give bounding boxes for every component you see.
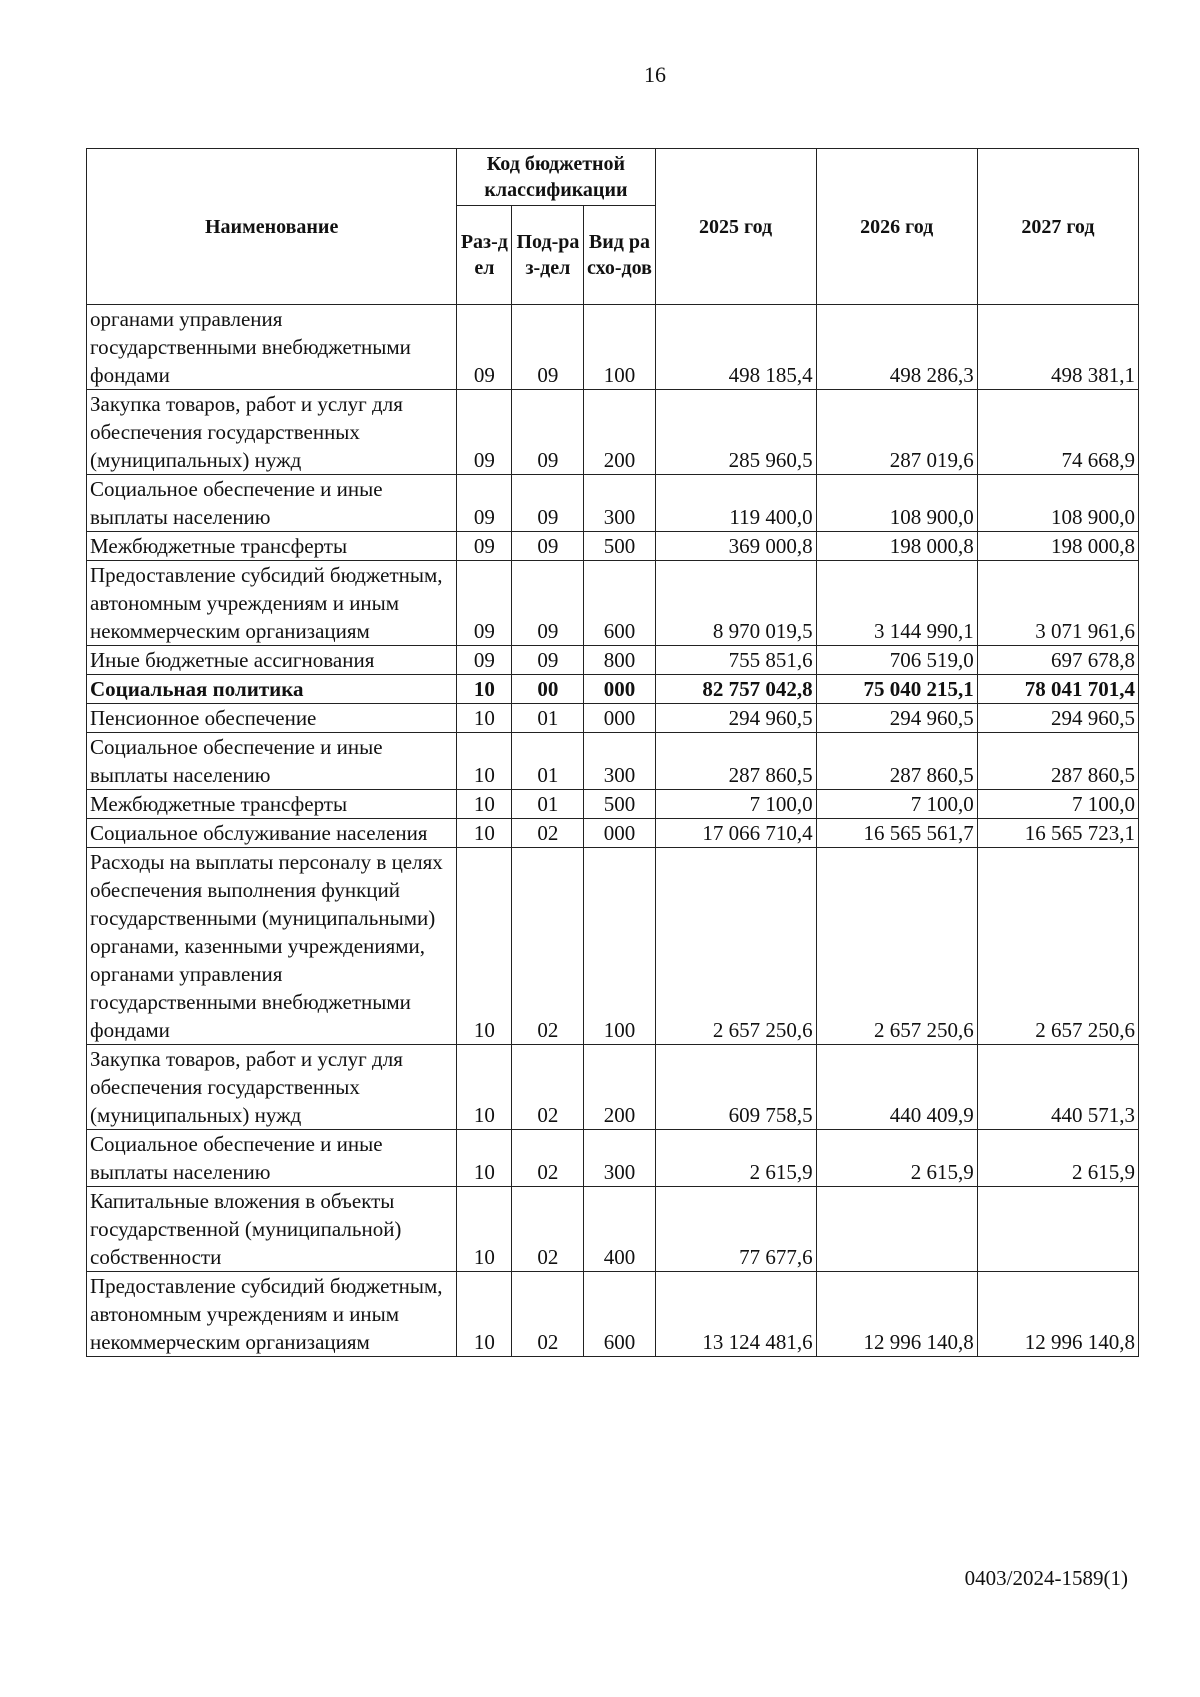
row-value-2026: 287 860,5 [816, 733, 977, 790]
row-vid: 300 [584, 1130, 655, 1187]
row-value-2027: 2 657 250,6 [977, 848, 1138, 1045]
row-vid: 500 [584, 532, 655, 561]
row-value-2026: 2 615,9 [816, 1130, 977, 1187]
row-name: Расходы на выплаты персоналу в целях обеспечения выполнения функций государственными (муниципальными) органами, казенными учреждениями, органами управления государственными внебюджетными фондами [87, 848, 457, 1045]
table-row [87, 1272, 1139, 1357]
table-row [87, 1130, 1139, 1187]
row-vid: 000 [584, 675, 655, 704]
row-podrazdel: 00 [512, 675, 584, 704]
row-podrazdel: 01 [512, 790, 584, 819]
row-name: Закупка товаров, работ и услуг для обеспечения государственных (муниципальных) нужд [87, 390, 457, 475]
row-vid: 000 [584, 819, 655, 848]
row-value-2025: 119 400,0 [655, 475, 816, 532]
row-value-2027: 78 041 701,4 [977, 675, 1138, 704]
header-code-group: Код бюджетной классификации [457, 149, 655, 206]
header-2026: 2026 год [816, 149, 977, 305]
row-value-2027: 697 678,8 [977, 646, 1138, 675]
row-podrazdel: 02 [512, 1130, 584, 1187]
table-row [87, 532, 1139, 561]
table-row [87, 305, 1139, 390]
row-podrazdel: 09 [512, 475, 584, 532]
page-number: 16 [644, 62, 666, 87]
row-name: Социальное обслуживание населения [87, 819, 457, 848]
row-name: органами управления государственными внебюджетными фондами [87, 305, 457, 390]
row-vid: 800 [584, 646, 655, 675]
table-header [87, 149, 1139, 305]
table-row [87, 1187, 1139, 1272]
row-vid: 300 [584, 475, 655, 532]
row-value-2025: 287 860,5 [655, 733, 816, 790]
row-razdel: 10 [457, 704, 512, 733]
row-name: Иные бюджетные ассигнования [87, 646, 457, 675]
row-value-2026: 75 040 215,1 [816, 675, 977, 704]
row-razdel: 10 [457, 1187, 512, 1272]
row-podrazdel: 02 [512, 819, 584, 848]
row-value-2025: 755 851,6 [655, 646, 816, 675]
row-vid: 200 [584, 1045, 655, 1130]
row-value-2026: 12 996 140,8 [816, 1272, 977, 1357]
row-value-2026 [816, 1187, 977, 1272]
row-podrazdel: 02 [512, 1272, 584, 1357]
table-row [87, 848, 1139, 1045]
row-value-2025: 8 970 019,5 [655, 561, 816, 646]
row-name: Социальное обеспечение и иные выплаты населению [87, 733, 457, 790]
row-podrazdel: 09 [512, 561, 584, 646]
table-row [87, 704, 1139, 733]
row-vid: 500 [584, 790, 655, 819]
table-row [87, 475, 1139, 532]
row-vid: 600 [584, 1272, 655, 1357]
document-code: 0403/2024-1589(1) [964, 1566, 1128, 1590]
row-value-2025: 285 960,5 [655, 390, 816, 475]
row-name: Межбюджетные трансферты [87, 532, 457, 561]
row-value-2027: 12 996 140,8 [977, 1272, 1138, 1357]
row-vid: 300 [584, 733, 655, 790]
row-value-2027: 498 381,1 [977, 305, 1138, 390]
header-name: Наименование [87, 149, 457, 305]
row-razdel: 09 [457, 475, 512, 532]
row-value-2027: 16 565 723,1 [977, 819, 1138, 848]
row-value-2025: 17 066 710,4 [655, 819, 816, 848]
row-value-2025: 369 000,8 [655, 532, 816, 561]
row-value-2027: 2 615,9 [977, 1130, 1138, 1187]
table-row [87, 561, 1139, 646]
row-value-2027: 3 071 961,6 [977, 561, 1138, 646]
row-podrazdel: 02 [512, 1045, 584, 1130]
row-razdel: 09 [457, 646, 512, 675]
row-podrazdel: 09 [512, 532, 584, 561]
row-razdel: 09 [457, 532, 512, 561]
table-row [87, 646, 1139, 675]
budget-table [86, 148, 1139, 1357]
row-value-2027: 294 960,5 [977, 704, 1138, 733]
row-razdel: 10 [457, 1130, 512, 1187]
header-vid: Вид расхо-дов [584, 206, 655, 305]
row-podrazdel: 01 [512, 704, 584, 733]
row-value-2027: 7 100,0 [977, 790, 1138, 819]
row-razdel: 10 [457, 790, 512, 819]
table-row [87, 790, 1139, 819]
row-value-2026: 294 960,5 [816, 704, 977, 733]
header-podrazdel: Под-раз-дел [512, 206, 584, 305]
row-podrazdel: 01 [512, 733, 584, 790]
row-name: Социальное обеспечение и иные выплаты населению [87, 475, 457, 532]
row-value-2025: 77 677,6 [655, 1187, 816, 1272]
row-podrazdel: 02 [512, 1187, 584, 1272]
row-value-2027: 74 668,9 [977, 390, 1138, 475]
row-value-2026: 2 657 250,6 [816, 848, 977, 1045]
row-name: Капитальные вложения в объекты государственной (муниципальной) собственности [87, 1187, 457, 1272]
table-row [87, 819, 1139, 848]
header-2025: 2025 год [655, 149, 816, 305]
table-row [87, 675, 1139, 704]
row-razdel: 10 [457, 1272, 512, 1357]
row-value-2026: 7 100,0 [816, 790, 977, 819]
row-razdel: 10 [457, 1045, 512, 1130]
row-vid: 100 [584, 848, 655, 1045]
row-value-2025: 2 657 250,6 [655, 848, 816, 1045]
row-podrazdel: 09 [512, 390, 584, 475]
row-vid: 100 [584, 305, 655, 390]
row-name: Межбюджетные трансферты [87, 790, 457, 819]
row-value-2026: 108 900,0 [816, 475, 977, 532]
row-razdel: 10 [457, 848, 512, 1045]
row-name: Предоставление субсидий бюджетным, автономным учреждениям и иным некоммерческим организациям [87, 1272, 457, 1357]
row-value-2026: 440 409,9 [816, 1045, 977, 1130]
header-razdel: Раз-дел [457, 206, 512, 305]
row-vid: 200 [584, 390, 655, 475]
row-value-2027: 108 900,0 [977, 475, 1138, 532]
row-value-2027: 440 571,3 [977, 1045, 1138, 1130]
row-razdel: 09 [457, 390, 512, 475]
row-name: Закупка товаров, работ и услуг для обеспечения государственных (муниципальных) нужд [87, 1045, 457, 1130]
row-value-2026: 3 144 990,1 [816, 561, 977, 646]
header-2027: 2027 год [977, 149, 1138, 305]
row-value-2027: 287 860,5 [977, 733, 1138, 790]
table-body [87, 305, 1139, 1357]
row-value-2027 [977, 1187, 1138, 1272]
table-row [87, 390, 1139, 475]
row-value-2025: 2 615,9 [655, 1130, 816, 1187]
table-row [87, 733, 1139, 790]
row-name: Социальное обеспечение и иные выплаты населению [87, 1130, 457, 1187]
row-value-2027: 198 000,8 [977, 532, 1138, 561]
row-value-2026: 706 519,0 [816, 646, 977, 675]
row-vid: 400 [584, 1187, 655, 1272]
row-value-2025: 13 124 481,6 [655, 1272, 816, 1357]
row-value-2026: 16 565 561,7 [816, 819, 977, 848]
row-podrazdel: 09 [512, 305, 584, 390]
row-name: Пенсионное обеспечение [87, 704, 457, 733]
row-razdel: 10 [457, 675, 512, 704]
row-razdel: 09 [457, 305, 512, 390]
row-value-2026: 287 019,6 [816, 390, 977, 475]
row-value-2025: 498 185,4 [655, 305, 816, 390]
row-razdel: 10 [457, 733, 512, 790]
row-vid: 600 [584, 561, 655, 646]
row-razdel: 09 [457, 561, 512, 646]
row-value-2025: 294 960,5 [655, 704, 816, 733]
row-value-2025: 7 100,0 [655, 790, 816, 819]
table-row [87, 1045, 1139, 1130]
row-value-2026: 498 286,3 [816, 305, 977, 390]
row-podrazdel: 02 [512, 848, 584, 1045]
row-podrazdel: 09 [512, 646, 584, 675]
row-razdel: 10 [457, 819, 512, 848]
row-value-2026: 198 000,8 [816, 532, 977, 561]
row-value-2025: 82 757 042,8 [655, 675, 816, 704]
row-name: Предоставление субсидий бюджетным, автономным учреждениям и иным некоммерческим организациям [87, 561, 457, 646]
row-name: Социальная политика [87, 675, 457, 704]
row-vid: 000 [584, 704, 655, 733]
row-value-2025: 609 758,5 [655, 1045, 816, 1130]
